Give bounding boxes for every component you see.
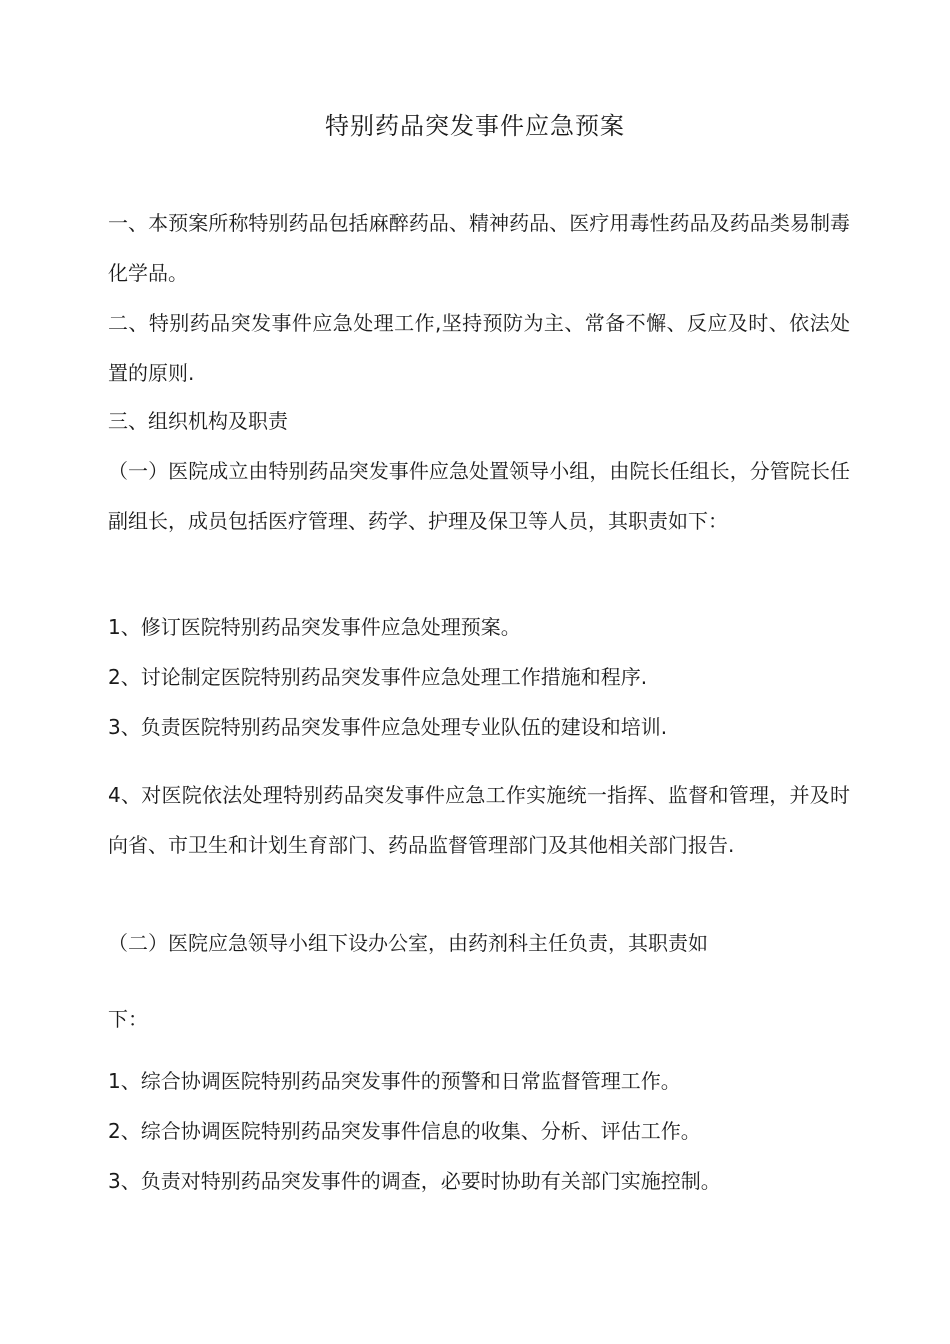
list-item: 2、综合协调医院特别药品突发事件信息的收集、分析、评估工作。 [108, 1119, 701, 1143]
list-item: 3、负责医院特别药品突发事件应急处理专业队伍的建设和培训. [108, 715, 668, 739]
paragraph-office-continued: 下： [108, 1007, 148, 1031]
list-item: 2、讨论制定医院特别药品突发事件应急处理工作措施和程序. [108, 665, 648, 689]
paragraph-scope: 一、本预案所称特别药品包括麻醉药品、精神药品、医疗用毒性药品及药品类易制毒化学品。 [108, 211, 850, 285]
paragraph-organization-heading: 三、组织机构及职责 [108, 409, 288, 433]
list-item: 3、负责对特别药品突发事件的调查，必要时协助有关部门实施控制。 [108, 1169, 721, 1193]
paragraph-principles: 二、特别药品突发事件应急处理工作,坚持预防为主、常备不懈、反应及时、依法处置的原则. [108, 311, 850, 385]
paragraph-leading-group: （一）医院成立由特别药品突发事件应急处置领导小组，由院长任组长，分管院长任副组长，成员包括医疗管理、药学、护理及保卫等人员，其职责如下： [108, 459, 850, 533]
list-item: 4、对医院依法处理特别药品突发事件应急工作实施统一指挥、监督和管理，并及时向省、市卫生和计划生育部门、药品监督管理部门及其他相关部门报告. [108, 783, 850, 857]
list-item: 1、修订医院特别药品突发事件应急处理预案。 [108, 615, 521, 639]
document-title: 特别药品突发事件应急预案 [325, 112, 625, 140]
paragraph-office: （二）医院应急领导小组下设办公室，由药剂科主任负责，其职责如 [108, 931, 708, 955]
list-item: 1、综合协调医院特别药品突发事件的预警和日常监督管理工作。 [108, 1069, 681, 1093]
